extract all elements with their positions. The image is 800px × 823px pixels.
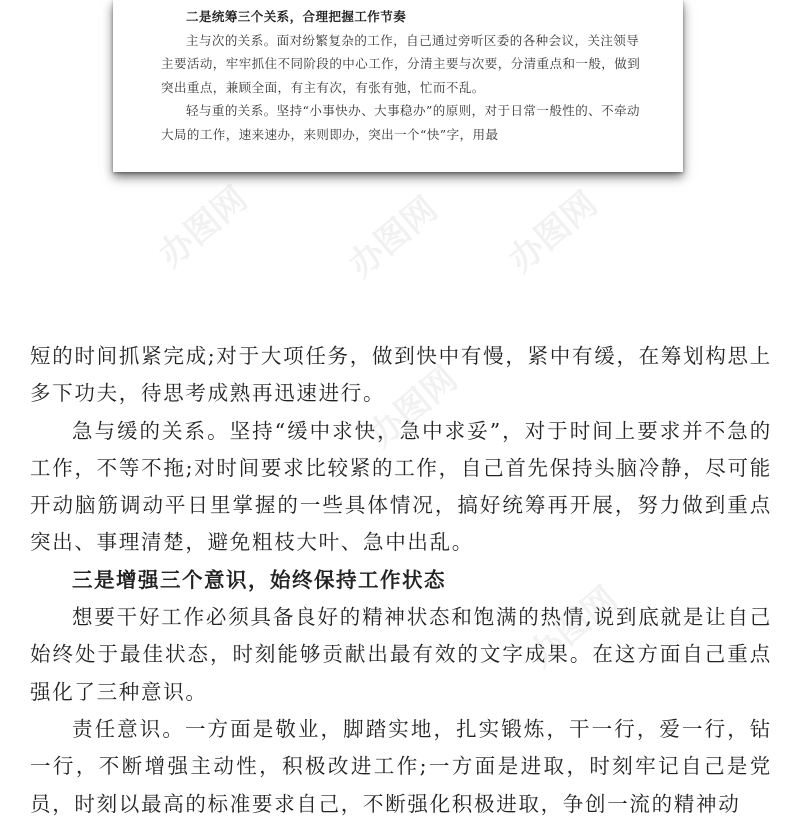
previous-page-text: [161, 5, 641, 146]
watermark: 办图网: [341, 189, 446, 286]
paragraph-spirit: 想要干好工作必须具备良好的精神状态和饱满的热情,说到底就是让自己始终处于最佳状态，时刻能够贡献出最有效的文字成果。在这方面自己重点强化了三种意识。: [30, 605, 772, 704]
watermark: 办图网: [501, 184, 606, 281]
paragraph-urgent-slow: 急与缓的关系。坚持“缓中求快，急中求妥”，对于时间上要求并不急的工作，不等不拖;对时间要求比较紧的工作，自己首先保持头脑冷静，尽可能开动脑筋调动平日里掌握的一些具体情况，搞好统筹再开展，努力做到重点突出、事理清楚，避免粗枝大叶、急中出乱。: [30, 418, 772, 555]
card-paragraph-primary-secondary: 主与次的关系。面对纷繁复杂的工作，自己通过旁听区委的各种会议，关注领导主要活动，牢牢抓住不同阶段的中心工作，分清主要与次要，分清重点和一般，做到突出重点，兼顾全面，有主有次，有张有弛，忙而不乱。: [161, 32, 641, 95]
watermark: 办图网: [151, 179, 256, 276]
watermark: 办图网: [521, 579, 626, 676]
document-body: [30, 338, 772, 823]
continuation-paragraph: 短的时间抓紧完成;对于大项任务，做到快中有慢，紧中有缓，在筹划构思上多下功夫，待思考成熟再迅速进行。: [30, 344, 772, 406]
card-paragraph-light-heavy: 轻与重的关系。坚持“小事快办、大事稳办”的原则，对于日常一般性的、不牵动大局的工作，速来速办，来则即办，突出一个“快”字，用最: [161, 103, 640, 142]
section-heading: 三是增强三个意识，始终保持工作状态: [72, 567, 446, 592]
card-section-heading: 二是统筹三个关系，合理把握工作节奏: [186, 9, 407, 24]
paragraph-responsibility: 责任意识。一方面是敬业，脚踏实地，扎实锻炼，干一行，爱一行，钻一行，不断增强主动性，积极改进工作;一方面是进取，时刻牢记自己是党员，时刻以最高的标准要求自己，不断强化积极进取，争创一流的精神动: [30, 716, 772, 816]
previous-page-card: [113, 0, 683, 172]
watermark: 办图网: [361, 359, 466, 456]
